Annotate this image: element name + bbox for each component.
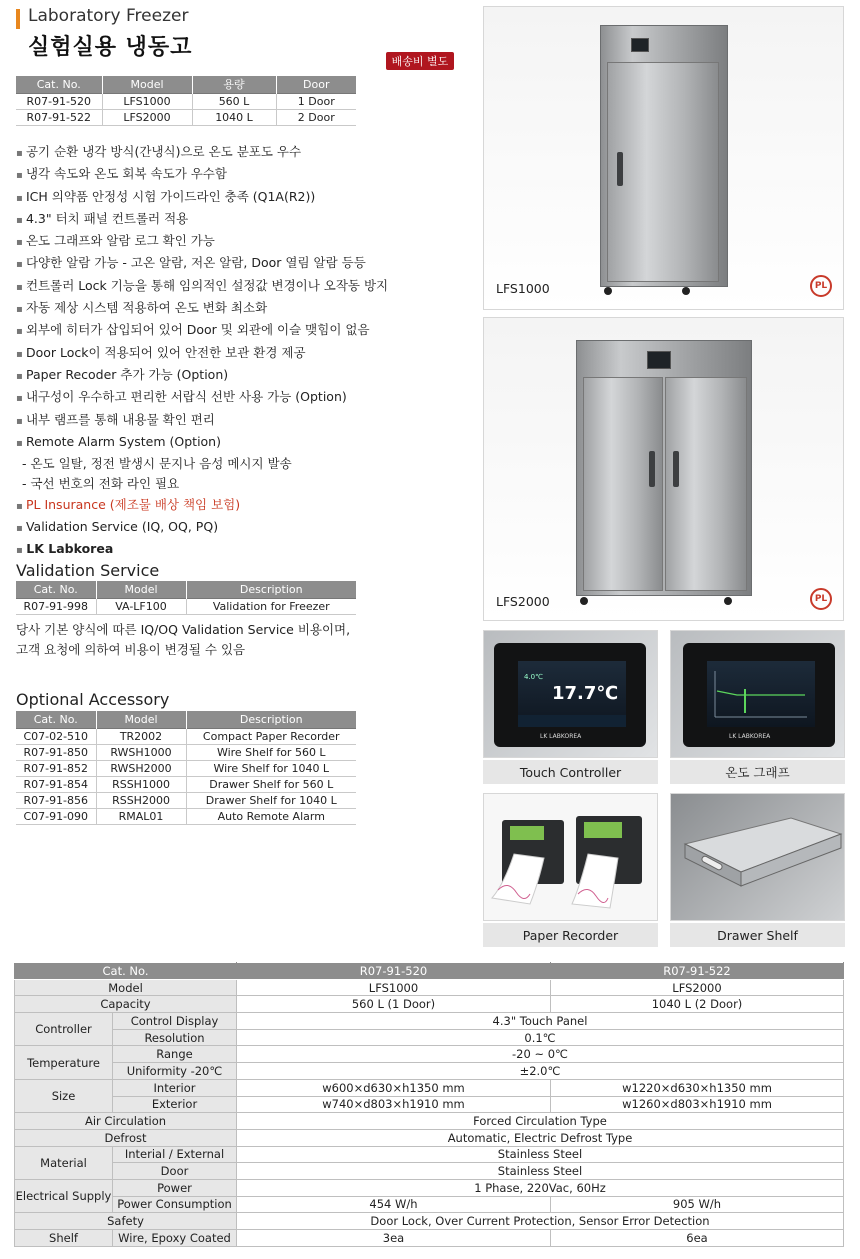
validation-table-header: Description (186, 581, 356, 598)
table-cell: RWSH2000 (96, 760, 186, 776)
paper-recorder-photo (483, 793, 658, 921)
accessory-table (16, 711, 356, 825)
drawer-shelf-caption: Drawer Shelf (670, 923, 845, 947)
pl-insurance-item: ▪ PL Insurance (제조물 배상 책임 보험) (16, 495, 456, 517)
list-item: ▪ Paper Recoder 추가 가능 (Option) (16, 365, 456, 387)
page-title-en: Laboratory Freezer (28, 6, 189, 26)
temperature-graph-icon (707, 661, 815, 727)
spec-group: Material (15, 1146, 113, 1179)
table-cell: R07-91-520 (16, 93, 102, 109)
setpoint-readout: 4.0℃ (524, 673, 543, 681)
table-cell: LFS2000 (102, 109, 192, 125)
table-row (16, 598, 356, 614)
table-cell: RMAL01 (96, 808, 186, 824)
list-item: ▪ 냉각 속도와 온도 회복 속도가 우수함 (16, 164, 456, 186)
list-item: ▪ 온도 그래프와 알람 로그 확인 가능 (16, 231, 456, 253)
table-cell: LFS1000 (102, 93, 192, 109)
spec-group: Temperature (15, 1046, 113, 1079)
validation-note-2: 고객 요청에 의하여 비용이 변경될 수 있음 (16, 642, 246, 657)
spec-label: Uniformity -20℃ (113, 1063, 237, 1080)
table-cell: 0.1℃ (237, 1029, 844, 1046)
drawer-shelf-icon (671, 794, 846, 922)
spec-label: Door (113, 1163, 237, 1180)
spec-group: Controller (15, 1013, 113, 1046)
feature-list (16, 142, 456, 562)
spec-label: Model (15, 979, 237, 996)
spec-label: Resolution (113, 1029, 237, 1046)
table-cell: Stainless Steel (237, 1146, 844, 1163)
list-item: ▪ 자동 제상 시스템 적용하여 온도 변화 최소화 (16, 298, 456, 320)
table-cell: Compact Paper Recorder (186, 728, 356, 744)
table-cell: RWSH1000 (96, 744, 186, 760)
list-sub-item: - 국선 번호의 전화 라인 필요 (22, 476, 180, 492)
table-cell: 905 W/h (551, 1196, 844, 1213)
paper-recorder-caption: Paper Recorder (483, 923, 658, 947)
table-row (15, 979, 844, 996)
shipping-badge: 배송비 별도 (386, 52, 454, 70)
controller-bottom-bar (518, 715, 626, 727)
table-cell: ±2.0℃ (237, 1063, 844, 1080)
list-item: ▪ ICH 의약품 안정성 시험 가이드라인 충족 (Q1A(R2)) (16, 187, 456, 209)
caster-icon (604, 287, 612, 295)
spec-table (14, 962, 844, 1247)
pl-mark-icon: PL (810, 588, 832, 610)
table-row (16, 760, 356, 776)
model-table-header: Door (276, 76, 356, 93)
temp-graph-caption: 온도 그래프 (670, 760, 845, 784)
temperature-readout: 17.7℃ (552, 683, 619, 704)
table-row (16, 808, 356, 824)
table-row (15, 1029, 844, 1046)
table-row (16, 728, 356, 744)
table-row (15, 1146, 844, 1163)
table-cell: C07-02-510 (16, 728, 96, 744)
list-item: ▪ 4.3" 터치 패널 컨트롤러 적용 (16, 209, 456, 231)
table-row (16, 792, 356, 808)
caster-icon (682, 287, 690, 295)
table-cell: w1220×d630×h1350 mm (551, 1079, 844, 1096)
door-handle (649, 451, 655, 487)
table-cell: LFS1000 (237, 979, 551, 996)
table-row (15, 1013, 844, 1030)
lfs1000-label: LFS1000 (496, 281, 550, 296)
table-cell: Wire Shelf for 560 L (186, 744, 356, 760)
table-row (15, 996, 844, 1013)
spec-label: Control Display (113, 1013, 237, 1030)
model-table-header: Model (102, 76, 192, 93)
title-accent-bar (16, 9, 20, 29)
table-cell: w740×d803×h1910 mm (237, 1096, 551, 1113)
table-cell: Wire Shelf for 1040 L (186, 760, 356, 776)
table-row (15, 1213, 844, 1230)
list-item: ▪ 컨트롤러 Lock 기능을 통해 임의적인 설정값 변경이나 오작동 방지 (16, 276, 456, 298)
freezer-1door-image (600, 25, 728, 287)
controller-bezel (683, 643, 835, 747)
spec-label: Capacity (15, 996, 237, 1013)
model-table-header: 용량 (192, 76, 276, 93)
table-cell: VA-LF100 (96, 598, 186, 614)
accessory-table-header: Cat. No. (16, 711, 96, 728)
table-cell: R07-91-854 (16, 776, 96, 792)
table-cell: Drawer Shelf for 1040 L (186, 792, 356, 808)
controller-bezel (494, 643, 646, 747)
table-cell: 2 Door (276, 109, 356, 125)
accessory-table-header: Description (186, 711, 356, 728)
list-item: ▪ 내구성이 우수하고 편리한 서랍식 선반 사용 가능 (Option) (16, 387, 456, 409)
lfs2000-photo (483, 317, 844, 621)
spec-label: Range (113, 1046, 237, 1063)
touch-controller-caption: Touch Controller (483, 760, 658, 784)
list-item: ▪ Door Lock이 적용되어 있어 안전한 보관 환경 제공 (16, 343, 456, 365)
table-row (15, 963, 844, 980)
table-row (15, 1096, 844, 1113)
controller-screen-icon (631, 38, 649, 52)
table-cell: 6ea (551, 1230, 844, 1247)
table-row (15, 1063, 844, 1080)
list-item: ▪ Remote Alarm System (Option) (16, 432, 456, 454)
table-cell: 1040 L (2 Door) (551, 996, 844, 1013)
table-cell: 1040 L (192, 109, 276, 125)
table-row (15, 1196, 844, 1213)
accessory-table-header: Model (96, 711, 186, 728)
model-table-header: Cat. No. (16, 76, 102, 93)
table-cell: Auto Remote Alarm (186, 808, 356, 824)
table-cell: R07-91-856 (16, 792, 96, 808)
lfs2000-label: LFS2000 (496, 594, 550, 609)
table-row (15, 1230, 844, 1247)
table-row (15, 1046, 844, 1063)
list-item: ▪ 내부 램프를 통해 내용물 확인 편리 (16, 410, 456, 432)
door-handle (617, 152, 623, 186)
accessory-title: Optional Accessory (16, 690, 170, 709)
table-cell: Automatic, Electric Defrost Type (237, 1129, 844, 1146)
spec-label: Power Consumption (113, 1196, 237, 1213)
list-item: ▪ 공기 순환 냉각 방식(간냉식)으로 온도 분포도 우수 (16, 142, 456, 164)
spec-header: R07-91-522 (551, 963, 844, 980)
table-cell: Stainless Steel (237, 1163, 844, 1180)
list-item: ▪ Validation Service (IQ, OQ, PQ) (16, 517, 456, 539)
controller-brand: LK LABKOREA (540, 733, 582, 740)
table-row (16, 109, 356, 125)
temp-graph-photo (670, 630, 845, 758)
table-cell: Forced Circulation Type (237, 1113, 844, 1130)
page-title-ko: 실험실용 냉동고 (28, 35, 193, 60)
caster-icon (580, 597, 588, 605)
spec-label: Interial / External (113, 1146, 237, 1163)
table-row (15, 1113, 844, 1130)
spec-header: Cat. No. (15, 963, 237, 980)
table-cell: 1 Phase, 220Vac, 60Hz (237, 1179, 844, 1196)
table-cell: w600×d630×h1350 mm (237, 1079, 551, 1096)
table-cell: 1 Door (276, 93, 356, 109)
brand-item: ▪ LK Labkorea (16, 539, 456, 561)
graph-display (707, 661, 815, 727)
table-cell: Door Lock, Over Current Protection, Sensor Error Detection (237, 1213, 844, 1230)
controller-screen-icon (647, 351, 671, 369)
table-cell: LFS2000 (551, 979, 844, 996)
door-handle (673, 451, 679, 487)
list-item: ▪ 외부에 히터가 삽입되어 있어 Door 및 외관에 이슬 맺힘이 없음 (16, 320, 456, 342)
touch-controller-photo (483, 630, 658, 758)
table-cell: Validation for Freezer (186, 598, 356, 614)
spec-group: Electrical Supply (15, 1179, 113, 1212)
freezer-2door-image (576, 340, 752, 596)
spec-label: Defrost (15, 1129, 237, 1146)
caster-icon (724, 597, 732, 605)
spec-group: Shelf (15, 1230, 113, 1247)
controller-display (518, 661, 626, 727)
table-cell: 4.3" Touch Panel (237, 1013, 844, 1030)
table-cell: -20 ~ 0℃ (237, 1046, 844, 1063)
table-row (16, 776, 356, 792)
spec-label: Interior (113, 1079, 237, 1096)
table-row (15, 1129, 844, 1146)
pl-mark-icon: PL (810, 275, 832, 297)
paper-recorder-icon (484, 794, 659, 922)
table-cell: RSSH2000 (96, 792, 186, 808)
table-cell: C07-91-090 (16, 808, 96, 824)
table-row (16, 744, 356, 760)
table-cell: R07-91-998 (16, 598, 96, 614)
spec-label: Power (113, 1179, 237, 1196)
list-sub-item: - 온도 일탈, 정전 발생시 문지나 음성 메시지 발송 (22, 456, 292, 472)
drawer-shelf-photo (670, 793, 845, 921)
table-cell: w1260×d803×h1910 mm (551, 1096, 844, 1113)
table-cell: R07-91-522 (16, 109, 102, 125)
table-cell: R07-91-852 (16, 760, 96, 776)
validation-note-1: 당사 기본 양식에 따른 IQ/OQ Validation Service 비용이며, (16, 622, 351, 637)
list-item: ▪ 다양한 알람 가능 - 고온 알람, 저온 알람, Door 열림 알람 등등 (16, 253, 456, 275)
controller-brand: LK LABKOREA (729, 733, 771, 740)
table-row (15, 1179, 844, 1196)
freezer-door (607, 62, 719, 282)
table-cell: TR2002 (96, 728, 186, 744)
spec-header: R07-91-520 (237, 963, 551, 980)
table-row (16, 93, 356, 109)
table-cell: Drawer Shelf for 560 L (186, 776, 356, 792)
validation-table-header: Model (96, 581, 186, 598)
table-cell: RSSH1000 (96, 776, 186, 792)
validation-table-header: Cat. No. (16, 581, 96, 598)
table-cell: 560 L (1 Door) (237, 996, 551, 1013)
table-cell: 454 W/h (237, 1196, 551, 1213)
validation-title: Validation Service (16, 561, 160, 580)
spec-label: Air Circulation (15, 1113, 237, 1130)
table-cell: R07-91-850 (16, 744, 96, 760)
validation-table (16, 581, 356, 615)
table-row (15, 1079, 844, 1096)
spec-label: Wire, Epoxy Coated (113, 1230, 237, 1247)
table-row (15, 1163, 844, 1180)
table-cell: 560 L (192, 93, 276, 109)
table-cell: 3ea (237, 1230, 551, 1247)
spec-label: Exterior (113, 1096, 237, 1113)
lfs1000-photo (483, 6, 844, 310)
spec-group: Size (15, 1079, 113, 1112)
model-table (16, 76, 356, 126)
spec-label: Safety (15, 1213, 237, 1230)
